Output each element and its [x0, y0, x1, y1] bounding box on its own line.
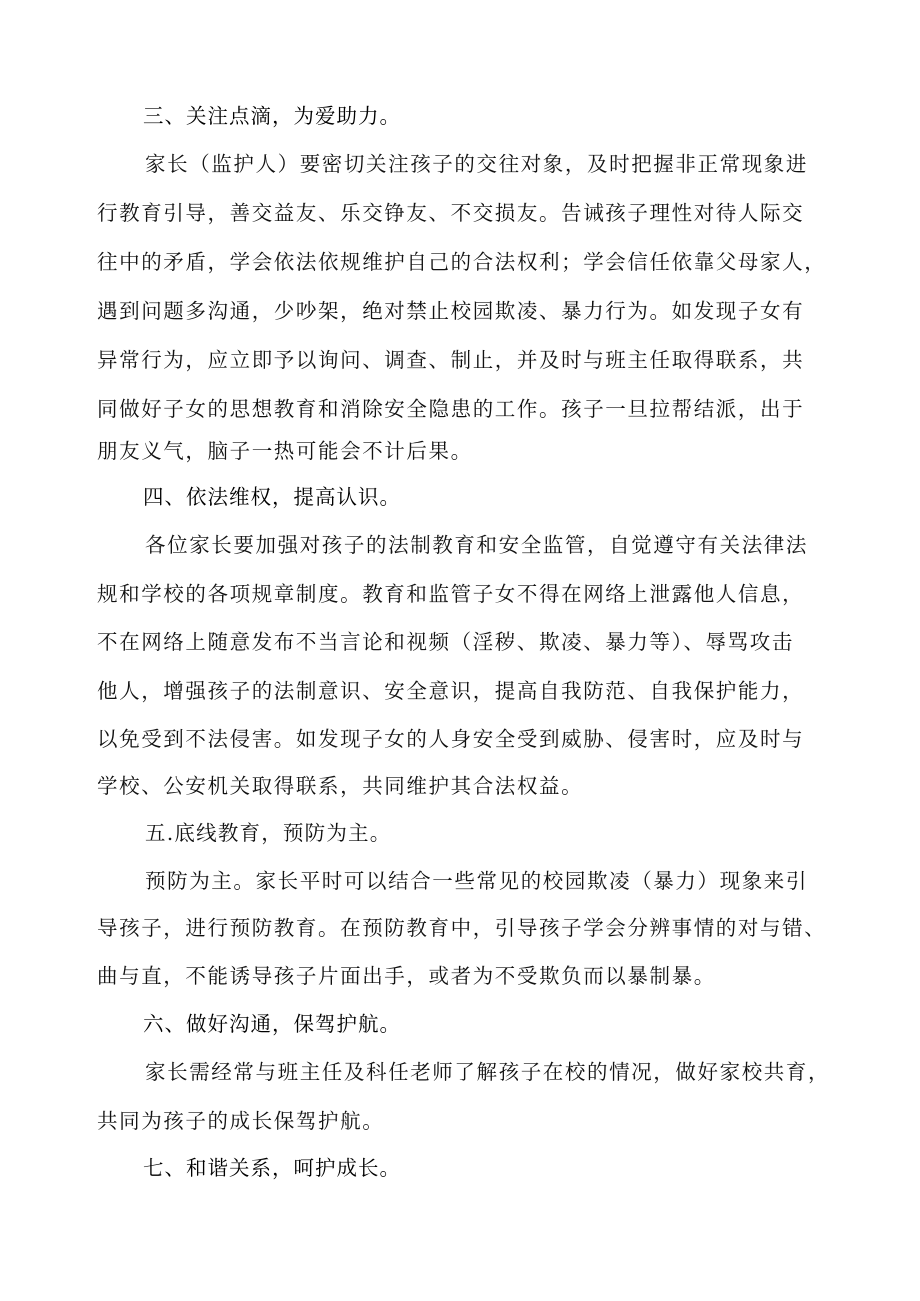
paragraph-line: 往中的矛盾，学会依法依规维护自己的合法权利；学会信任依靠父母家人， [97, 250, 827, 274]
paragraph-line: 预防为主。家长平时可以结合一些常见的校园欺凌（暴力）现象来引 [145, 869, 808, 893]
paragraph-line: 家长（监护人）要密切关注孩子的交往对象，及时把握非正常现象进 [145, 152, 808, 176]
section-heading-5: 五.底线教育，预防为主。 [145, 821, 392, 845]
paragraph-line: 同做好子女的思想教育和消除安全隐患的工作。孩子一旦拉帮结派，出于 [97, 397, 805, 421]
paragraph-line: 家长需经常与班主任及科任老师了解孩子在校的情况，做好家校共育， [145, 1060, 831, 1084]
paragraph-line: 曲与直，不能诱导孩子片面出手，或者为不受欺负而以暴制暴。 [97, 964, 716, 988]
paragraph-line: 各位家长要加强对孩子的法制教育和安全监管，自觉遵守有关法律法 [145, 533, 808, 557]
paragraph-line: 规和学校的各项规章制度。教育和监管子女不得在网络上泄露他人信息， [97, 582, 805, 606]
paragraph-line: 以免受到不法侵害。如发现子女的人身安全受到威胁、侵害时，应及时与 [97, 727, 805, 751]
paragraph-line: 遇到问题多沟通，少吵架，绝对禁止校园欺凌、暴力行为。如发现子女有 [97, 299, 805, 323]
section-heading-6: 六、做好沟通，保驾护航。 [143, 1012, 401, 1036]
paragraph-line: 共同为孩子的成长保驾护航。 [97, 1109, 385, 1133]
section-heading-7: 七、和谐关系，呵护成长。 [143, 1156, 401, 1180]
section-heading-4: 四、依法维权，提高认识。 [143, 485, 401, 509]
paragraph-line: 他人，增强孩子的法制意识、安全意识，提高自我防范、自我保护能力， [97, 679, 805, 703]
paragraph-line: 朋友义气，脑子一热可能会不计后果。 [97, 439, 473, 463]
paragraph-line: 异常行为，应立即予以询问、调查、制止，并及时与班主任取得联系，共 [97, 348, 805, 372]
section-heading-3: 三、关注点滴，为爱助力。 [143, 104, 401, 128]
paragraph-line: 行教育引导，善交益友、乐交铮友、不交损友。告诫孩子理性对待人际交 [97, 201, 805, 225]
paragraph-line: 不在网络上随意发布不当言论和视频（淫秽、欺凌、暴力等）、辱骂攻击 [97, 630, 794, 654]
paragraph-line: 学校、公安机关取得联系，共同维护其合法权益。 [97, 774, 584, 798]
paragraph-line: 导孩子，进行预防教育。在预防教育中，引导孩子学会分辨事情的对与错、 [97, 916, 827, 940]
